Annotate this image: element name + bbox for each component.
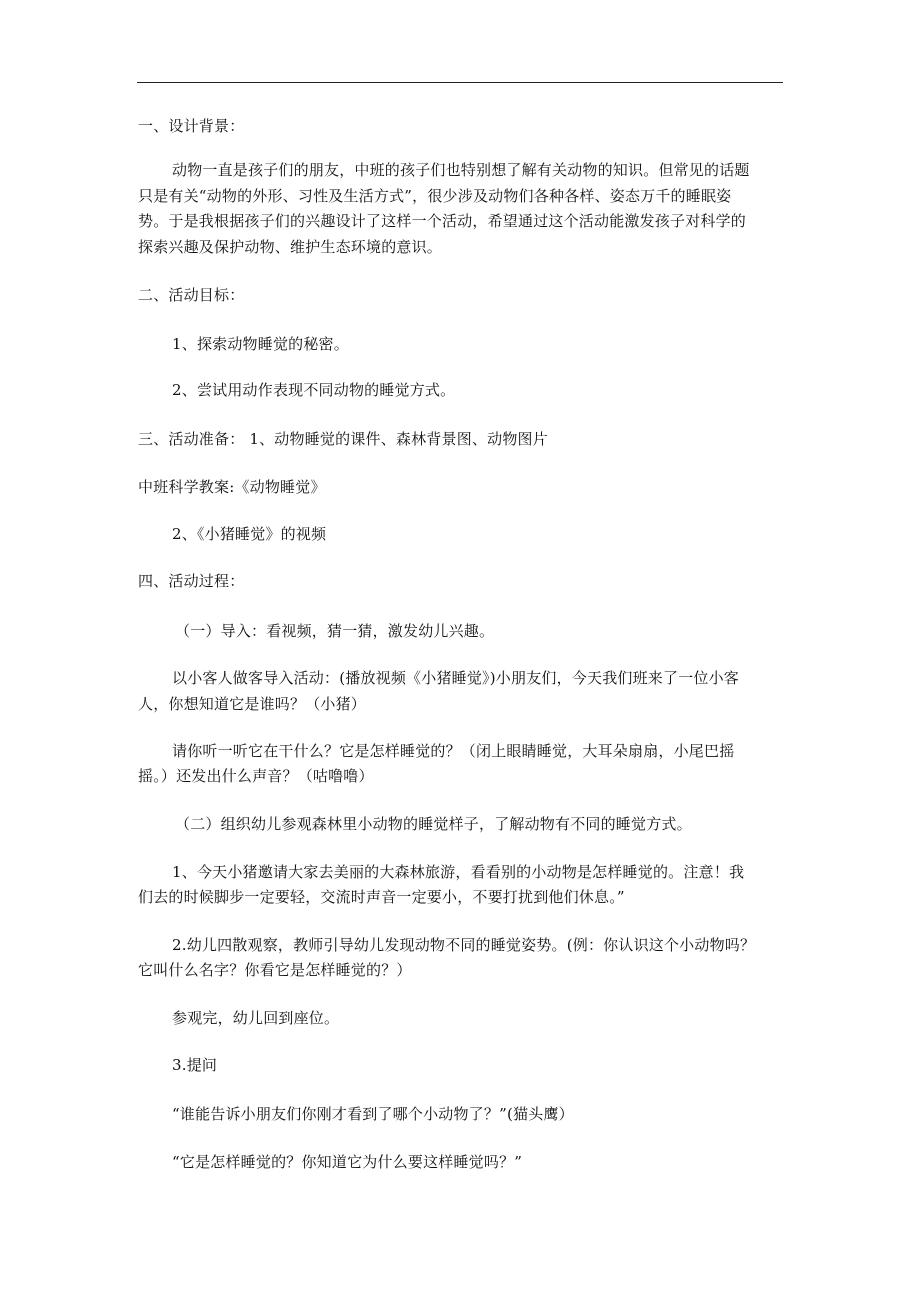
paragraph-line: 探索兴趣及保护动物、维护生态环境的意识。: [138, 238, 443, 256]
paragraph-line: 3.提问: [172, 1056, 218, 1074]
paragraph-line: 参观完，幼儿回到座位。: [172, 1009, 340, 1027]
section-heading-process: 四、活动过程：: [138, 572, 245, 590]
paragraph-line: 它叫什么名字？你看它是怎样睡觉的？）: [138, 961, 412, 979]
question-line: “谁能告诉小朋友们你刚才看到了哪个小动物了？”(猫头鹰）: [172, 1105, 574, 1123]
list-item: 1、探索动物睡觉的秘密。: [172, 335, 349, 353]
paragraph-line: 摇。）还发出什么声音？（咕噜噜）: [138, 767, 374, 785]
paragraph-line: 只是有关“动物的外形、习性及生活方式”，很少涉及动物们各种各样、姿态万千的睡眠姿: [138, 187, 732, 205]
document-title-line: 中班科学教案:《动物睡觉》: [138, 478, 326, 496]
section-heading-preparation: 三、活动准备： 1、动物睡觉的课件、森林背景图、动物图片: [138, 430, 548, 448]
paragraph-line: 1、今天小猪邀请大家去美丽的大森林旅游，看看别的小动物是怎样睡觉的。注意！我: [172, 863, 745, 881]
section-heading-background: 一、设计背景：: [138, 117, 245, 135]
section-heading-goals: 二、活动目标：: [138, 286, 245, 304]
paragraph-line: 以小客人做客导入活动：(播放视频《小猪睡觉》)小朋友们，今天我们班来了一位小客: [172, 669, 740, 687]
list-item: 2、《小猪睡觉》的视频: [172, 525, 327, 543]
paragraph-line: 动物一直是孩子们的朋友，中班的孩子们也特别想了解有关动物的知识。但常见的话题: [172, 161, 750, 179]
question-line: “它是怎样睡觉的？你知道它为什么要这样睡觉吗？”: [172, 1153, 523, 1171]
list-item: 2、尝试用动作表现不同动物的睡觉方式。: [172, 381, 456, 399]
subsection-heading: （二）组织幼儿参观森林里小动物的睡觉样子，了解动物有不同的睡觉方式。: [175, 815, 692, 833]
subsection-heading: （一）导入：看视频，猜一猜，激发幼儿兴趣。: [175, 622, 495, 640]
header-rule: [137, 82, 783, 83]
paragraph-line: 请你听一听它在干什么？它是怎样睡觉的？（闭上眼睛睡觉，大耳朵扇扇，小尾巴摇: [172, 742, 735, 760]
paragraph-line: 势。于是我根据孩子们的兴趣设计了这样一个活动，希望通过这个活动能激发孩子对科学的: [138, 212, 747, 230]
paragraph-line: 2.幼儿四散观察，教师引导幼儿发现动物不同的睡觉姿势。(例：你认识这个小动物吗？: [172, 936, 756, 954]
paragraph-line: 们去的时候脚步一定要轻，交流时声音一定要小，不要打扰到他们休息。”: [138, 888, 625, 906]
paragraph-line: 人，你想知道它是谁吗？（小猪）: [138, 695, 367, 713]
